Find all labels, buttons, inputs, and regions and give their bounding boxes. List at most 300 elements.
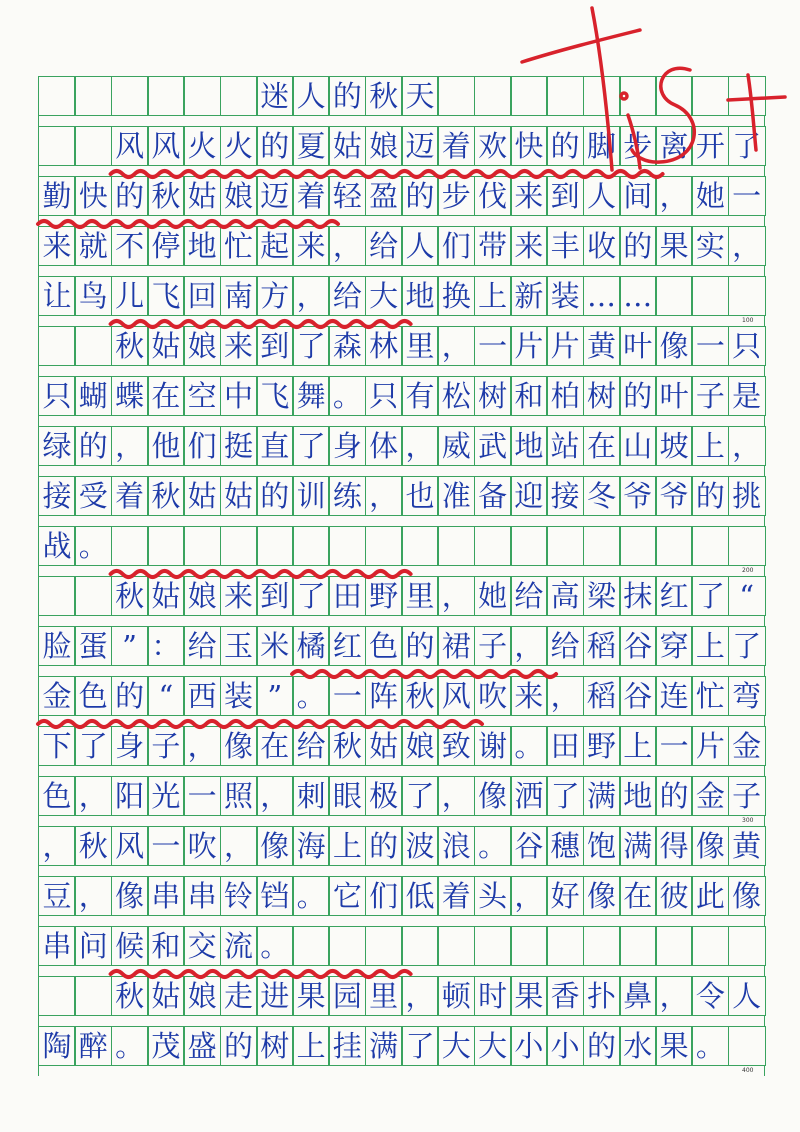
grid-cell: ， — [401, 426, 439, 466]
grid-cell: 备 — [474, 476, 512, 516]
grid-cell: 风 — [437, 676, 475, 716]
word-count-marker: 100 — [742, 317, 754, 324]
grid-cell: 们 — [437, 226, 475, 266]
grid-cell: 的 — [619, 376, 657, 416]
grid-cell: 给 — [292, 726, 330, 766]
grid-cell: 像 — [256, 826, 294, 866]
grid-cell: 好 — [546, 876, 584, 916]
grid-cell: 野 — [365, 576, 403, 616]
grid-cell: 快 — [74, 176, 112, 216]
grid-cell: 只 — [728, 326, 766, 366]
grid-cell: 豆 — [38, 876, 76, 916]
grid-cell: 盈 — [365, 176, 403, 216]
grid-cell: 的 — [365, 826, 403, 866]
grid-cell: 来 — [510, 176, 548, 216]
grid-cell: 树 — [583, 376, 621, 416]
grid-cell: 梁 — [583, 576, 621, 616]
grid-cell: 接 — [546, 476, 584, 516]
grid-cell: 秋 — [147, 176, 185, 216]
grid-cell: 鸟 — [74, 276, 112, 316]
grid-cell: 大 — [474, 1026, 512, 1066]
grid-cell: 来 — [38, 226, 76, 266]
grid-cell: 谷 — [619, 626, 657, 666]
grid-cell: 人 — [583, 176, 621, 216]
grid-cell: 蛋 — [74, 626, 112, 666]
grid-cell: ， — [728, 426, 766, 466]
grid-cell: 高 — [546, 576, 584, 616]
grid-cell: 陶 — [38, 1026, 76, 1066]
grid-cell: 米 — [256, 626, 294, 666]
grid-cell: 一 — [655, 726, 693, 766]
grid-cell: 接 — [38, 476, 76, 516]
wavy-underline — [38, 721, 482, 727]
grid-cell: 。 — [74, 526, 112, 566]
grid-cell: 走 — [220, 976, 258, 1016]
word-count-marker: 400 — [742, 1067, 754, 1074]
grid-cell: 稻 — [583, 676, 621, 716]
grid-cell: 果 — [292, 976, 330, 1016]
grid-cell: 小 — [510, 1026, 548, 1066]
grid-cell: 战 — [38, 526, 76, 566]
grid-cell: 迎 — [510, 476, 548, 516]
grid-cell: 林 — [365, 326, 403, 366]
grid-cell: 她 — [691, 176, 729, 216]
grid-cell: 到 — [256, 326, 294, 366]
grid-cell: 秋 — [111, 576, 149, 616]
grid-cell: 在 — [619, 876, 657, 916]
grid-cell: 照 — [220, 776, 258, 816]
grid-cell: 新 — [510, 276, 548, 316]
grid-cell: 儿 — [111, 276, 149, 316]
grid-cell: 片 — [546, 326, 584, 366]
grid-cell: 来 — [510, 226, 548, 266]
grid-cell: 挑 — [728, 476, 766, 516]
grid-cell: 在 — [256, 726, 294, 766]
grid-cell: 低 — [401, 876, 439, 916]
grid-cell: 丰 — [546, 226, 584, 266]
grid-cell: 大 — [365, 276, 403, 316]
grid-cell: 到 — [256, 576, 294, 616]
grid-cell: 姑 — [183, 176, 221, 216]
grid-cell: 地 — [401, 276, 439, 316]
grid-cell: 顿 — [437, 976, 475, 1016]
grid-cell: … — [583, 276, 621, 316]
grid-cell: 娘 — [183, 976, 221, 1016]
grid-cell: 吹 — [474, 676, 512, 716]
grid-cell: ， — [437, 326, 475, 366]
grid-cell: 给 — [365, 226, 403, 266]
grid-cell: 。 — [256, 926, 294, 966]
grid-cell: ” — [111, 626, 149, 666]
wavy-underline — [38, 221, 338, 227]
grid-cell: 蝶 — [111, 376, 149, 416]
grid-cell: ， — [328, 226, 366, 266]
grid-cell: 绿 — [38, 426, 76, 466]
grid-cell: 了 — [292, 576, 330, 616]
grid-cell: 娘 — [365, 126, 403, 166]
grid-cell: 色 — [38, 776, 76, 816]
grid-cell: 红 — [655, 576, 693, 616]
grid-cell: 谷 — [619, 676, 657, 716]
grid-cell: 有 — [401, 376, 439, 416]
grid-cell: 的 — [655, 776, 693, 816]
grid-cell: 间 — [619, 176, 657, 216]
grid-cell: ， — [546, 676, 584, 716]
grid-cell: 大 — [437, 1026, 475, 1066]
grid-cell: 姑 — [328, 126, 366, 166]
grid-cell: 了 — [728, 126, 766, 166]
grid-cell: 柏 — [546, 376, 584, 416]
grade-mark-handwritten — [522, 8, 785, 170]
grid-cell: ， — [74, 776, 112, 816]
grid-cell: 一 — [728, 176, 766, 216]
grade-mark-text: TiS+ — [4, 1128, 7, 1129]
grid-cell: 的 — [256, 126, 294, 166]
grid-cell: 风 — [147, 126, 185, 166]
grid-cell: 极 — [365, 776, 403, 816]
grid-cell: 西 — [183, 676, 221, 716]
grid-cell: 体 — [365, 426, 403, 466]
grid-cell: 令 — [691, 976, 729, 1016]
grid-cell: 盛 — [183, 1026, 221, 1066]
grid-cell: ， — [183, 726, 221, 766]
grid-cell: 练 — [328, 476, 366, 516]
grid-cell: 舞 — [292, 376, 330, 416]
grid-cell: 起 — [256, 226, 294, 266]
grid-cell: 秋 — [111, 326, 149, 366]
grid-cell: 野 — [583, 726, 621, 766]
wavy-underline — [111, 321, 411, 327]
grid-cell: 一 — [147, 826, 185, 866]
grid-cell: ， — [510, 876, 548, 916]
grid-cell: 坡 — [655, 426, 693, 466]
grid-cell: … — [619, 276, 657, 316]
grid-cell: 蝴 — [74, 376, 112, 416]
grid-cell: 果 — [655, 226, 693, 266]
grid-cell: 子 — [691, 376, 729, 416]
grid-cell: 火 — [183, 126, 221, 166]
grid-cell: 爷 — [619, 476, 657, 516]
grid-cell: 给 — [546, 626, 584, 666]
grid-cell: 上 — [474, 276, 512, 316]
grid-cell: 准 — [437, 476, 475, 516]
grid-cell: 眼 — [328, 776, 366, 816]
grid-cell: ， — [38, 826, 76, 866]
grid-cell: 秋 — [365, 76, 403, 116]
grid-cell: 园 — [328, 976, 366, 1016]
grid-cell: 迷 — [256, 76, 294, 116]
grid-cell: 离 — [655, 126, 693, 166]
grid-cell: 上 — [619, 726, 657, 766]
grid-cell: 满 — [365, 1026, 403, 1066]
grid-cell: 的 — [583, 1026, 621, 1066]
grid-cell: 风 — [111, 826, 149, 866]
grid-cell: 刺 — [292, 776, 330, 816]
grid-cell: 迈 — [401, 126, 439, 166]
grid-cell: 只 — [365, 376, 403, 416]
grid-cell: 地 — [510, 426, 548, 466]
grid-cell: 一 — [691, 326, 729, 366]
grid-cell: 穿 — [655, 626, 693, 666]
grid-cell: 姑 — [220, 476, 258, 516]
grid-cell: 上 — [691, 626, 729, 666]
grid-cell: 姑 — [147, 576, 185, 616]
grid-cell: 了 — [728, 626, 766, 666]
grid-cell: 着 — [437, 126, 475, 166]
grid-cell: 叶 — [655, 376, 693, 416]
grid-cell: 收 — [583, 226, 621, 266]
grid-cell: 爷 — [655, 476, 693, 516]
grid-cell: 了 — [691, 576, 729, 616]
grid-cell: 娘 — [401, 726, 439, 766]
grid-cell: ， — [256, 776, 294, 816]
grid-cell: 停 — [147, 226, 185, 266]
grid-cell: ， — [437, 776, 475, 816]
grid-cell: 他 — [147, 426, 185, 466]
grid-cell: 森 — [328, 326, 366, 366]
grid-cell: 果 — [655, 1026, 693, 1066]
grid-cell: 只 — [38, 376, 76, 416]
grid-cell: 地 — [183, 226, 221, 266]
grid-cell: 候 — [111, 926, 149, 966]
grid-cell: 里 — [401, 576, 439, 616]
grid-cell: 在 — [583, 426, 621, 466]
grid-cell: 姑 — [147, 976, 185, 1016]
grid-cell: 的 — [619, 226, 657, 266]
grid-cell: 受 — [74, 476, 112, 516]
grid-cell: 满 — [583, 776, 621, 816]
grid-cell: ， — [365, 476, 403, 516]
grid-cell: 忙 — [220, 226, 258, 266]
grid-cell: 像 — [583, 876, 621, 916]
grid-cell: 串 — [38, 926, 76, 966]
grid-cell: 不 — [111, 226, 149, 266]
grid-cell: ， — [292, 276, 330, 316]
grid-cell: 身 — [111, 726, 149, 766]
grid-cell: 茂 — [147, 1026, 185, 1066]
grid-cell: 波 — [401, 826, 439, 866]
grid-cell: 色 — [365, 626, 403, 666]
grid-cell: 就 — [74, 226, 112, 266]
grid-cell: 的 — [328, 76, 366, 116]
grid-cell: 冬 — [583, 476, 621, 516]
grid-cell: 鼻 — [619, 976, 657, 1016]
grid-cell: 穗 — [546, 826, 584, 866]
grid-cell: 松 — [437, 376, 475, 416]
grid-cell: 树 — [474, 376, 512, 416]
grid-cell: 抹 — [619, 576, 657, 616]
grid-cell: 铛 — [256, 876, 294, 916]
grid-cell: 海 — [292, 826, 330, 866]
grid-cell: 果 — [510, 976, 548, 1016]
grid-cell: 致 — [437, 726, 475, 766]
grid-cell: 装 — [220, 676, 258, 716]
grid-cell: 快 — [510, 126, 548, 166]
grid-cell: 装 — [546, 276, 584, 316]
grid-cell: ， — [401, 976, 439, 1016]
grid-cell: 它 — [328, 876, 366, 916]
grid-cell: 像 — [728, 876, 766, 916]
grid-cell: 山 — [619, 426, 657, 466]
grid-cell: 片 — [510, 326, 548, 366]
grid-cell: 黄 — [728, 826, 766, 866]
grid-cell: 娘 — [220, 176, 258, 216]
grid-cell: 南 — [220, 276, 258, 316]
grid-cell: ， — [111, 426, 149, 466]
wavy-underlines — [38, 171, 663, 977]
grid-cell: 脚 — [583, 126, 621, 166]
grid-cell: 洒 — [510, 776, 548, 816]
grid-cell: ， — [728, 226, 766, 266]
grid-cell: 中 — [220, 376, 258, 416]
grid-cell: 串 — [147, 876, 185, 916]
grid-cell: 着 — [437, 876, 475, 916]
wavy-underline — [292, 671, 556, 677]
grid-cell: 来 — [292, 226, 330, 266]
grid-cell: 红 — [328, 626, 366, 666]
grid-cell: 铃 — [220, 876, 258, 916]
grid-cell: 天 — [401, 76, 439, 116]
grid-cell: 挂 — [328, 1026, 366, 1066]
grid-cell: 空 — [183, 376, 221, 416]
grid-cell: 。 — [328, 376, 366, 416]
grid-cell: 娘 — [183, 576, 221, 616]
grid-cell: 秋 — [401, 676, 439, 716]
grid-cell: 像 — [691, 826, 729, 866]
grid-cell: 像 — [220, 726, 258, 766]
grid-cell: 开 — [691, 126, 729, 166]
grid-cell: ， — [437, 576, 475, 616]
grid-cell: 秋 — [328, 726, 366, 766]
grid-cell: 带 — [474, 226, 512, 266]
grid-cell: 饱 — [583, 826, 621, 866]
grid-cell: 的 — [401, 626, 439, 666]
grid-cell: 一 — [328, 676, 366, 716]
grid-cell: 们 — [365, 876, 403, 916]
grid-cell: 武 — [474, 426, 512, 466]
grid-cell: 姑 — [147, 326, 185, 366]
grid-cell: 田 — [328, 576, 366, 616]
word-count-marker: 200 — [742, 567, 754, 574]
grid-cell: 是 — [728, 376, 766, 416]
grid-cell: 扑 — [583, 976, 621, 1016]
grid-cell: 来 — [220, 326, 258, 366]
grid-cell: 的 — [256, 476, 294, 516]
wavy-underline — [111, 171, 663, 177]
grid-cell: 伐 — [474, 176, 512, 216]
grid-cell: 得 — [655, 826, 693, 866]
grid-cell: 光 — [147, 776, 185, 816]
grid-cell: 的 — [74, 426, 112, 466]
grid-cell: 实 — [691, 226, 729, 266]
grid-cell: 秋 — [147, 476, 185, 516]
grid-cell: 了 — [74, 726, 112, 766]
grid-cell: 问 — [74, 926, 112, 966]
grid-cell: 和 — [510, 376, 548, 416]
grid-cell: 谢 — [474, 726, 512, 766]
grid-cell: “ — [728, 576, 766, 616]
grid-cell: 了 — [292, 426, 330, 466]
grid-cell: 人 — [401, 226, 439, 266]
grid-cell: ， — [220, 826, 258, 866]
grid-cell: 着 — [111, 476, 149, 516]
grid-cell: 流 — [220, 926, 258, 966]
grid-cell: 秋 — [74, 826, 112, 866]
grid-cell: 夏 — [292, 126, 330, 166]
grid-cell: 上 — [328, 826, 366, 866]
grid-cell: 的 — [691, 476, 729, 516]
grid-cell: 子 — [147, 726, 185, 766]
grid-cell: 的 — [111, 676, 149, 716]
grid-cell: 一 — [474, 326, 512, 366]
grid-cell: 浪 — [437, 826, 475, 866]
grid-cell: 们 — [183, 426, 221, 466]
grid-cell: 子 — [474, 626, 512, 666]
grid-cell: 橘 — [292, 626, 330, 666]
grid-cell: 时 — [474, 976, 512, 1016]
grid-cell: 里 — [401, 326, 439, 366]
grid-cell: 此 — [691, 876, 729, 916]
grid-cell: 。 — [691, 1026, 729, 1066]
grid-cell: 威 — [437, 426, 475, 466]
grid-cell: 。 — [292, 676, 330, 716]
grid-cell: 轻 — [328, 176, 366, 216]
grid-cell: 满 — [619, 826, 657, 866]
grid-cell: 交 — [183, 926, 221, 966]
grid-cell: 吹 — [183, 826, 221, 866]
grid-cell: 人 — [292, 76, 330, 116]
grid-cell: 在 — [147, 376, 185, 416]
grid-cell: 。 — [292, 876, 330, 916]
grid-cell: 的 — [220, 1026, 258, 1066]
grid-cell: 子 — [728, 776, 766, 816]
grid-cell: 稻 — [583, 626, 621, 666]
grid-cell: 。 — [111, 1026, 149, 1066]
grid-cell: 弯 — [728, 676, 766, 716]
grid-cell: 火 — [220, 126, 258, 166]
grid-cell: 让 — [38, 276, 76, 316]
grid-cell: 也 — [401, 476, 439, 516]
grid-cell: 飞 — [256, 376, 294, 416]
grid-cell: 香 — [546, 976, 584, 1016]
grid-cell: ， — [510, 626, 548, 666]
grid-cell: 上 — [292, 1026, 330, 1066]
grid-cell: 了 — [292, 326, 330, 366]
grid-cell: 叶 — [619, 326, 657, 366]
grid-cell: 连 — [655, 676, 693, 716]
grid-cell: ” — [256, 676, 294, 716]
grid-cell: 给 — [328, 276, 366, 316]
grid-cell: 阳 — [111, 776, 149, 816]
grid-cell: 迈 — [256, 176, 294, 216]
grid-cell: 下 — [38, 726, 76, 766]
grid-cell: 。 — [510, 726, 548, 766]
grid-cell: 片 — [691, 726, 729, 766]
grid-cell: 地 — [619, 776, 657, 816]
grid-cell: 给 — [183, 626, 221, 666]
grid-cell: 秋 — [111, 976, 149, 1016]
grid-cell: ， — [74, 876, 112, 916]
grid-cell: 了 — [401, 776, 439, 816]
grid-cell: 站 — [546, 426, 584, 466]
grid-cell: 方 — [256, 276, 294, 316]
grid-cell: 水 — [619, 1026, 657, 1066]
grid-cell: 欢 — [474, 126, 512, 166]
grid-cell: 的 — [546, 126, 584, 166]
grid-cell: 的 — [401, 176, 439, 216]
grid-cell: 里 — [365, 976, 403, 1016]
grid-cell: 头 — [474, 876, 512, 916]
